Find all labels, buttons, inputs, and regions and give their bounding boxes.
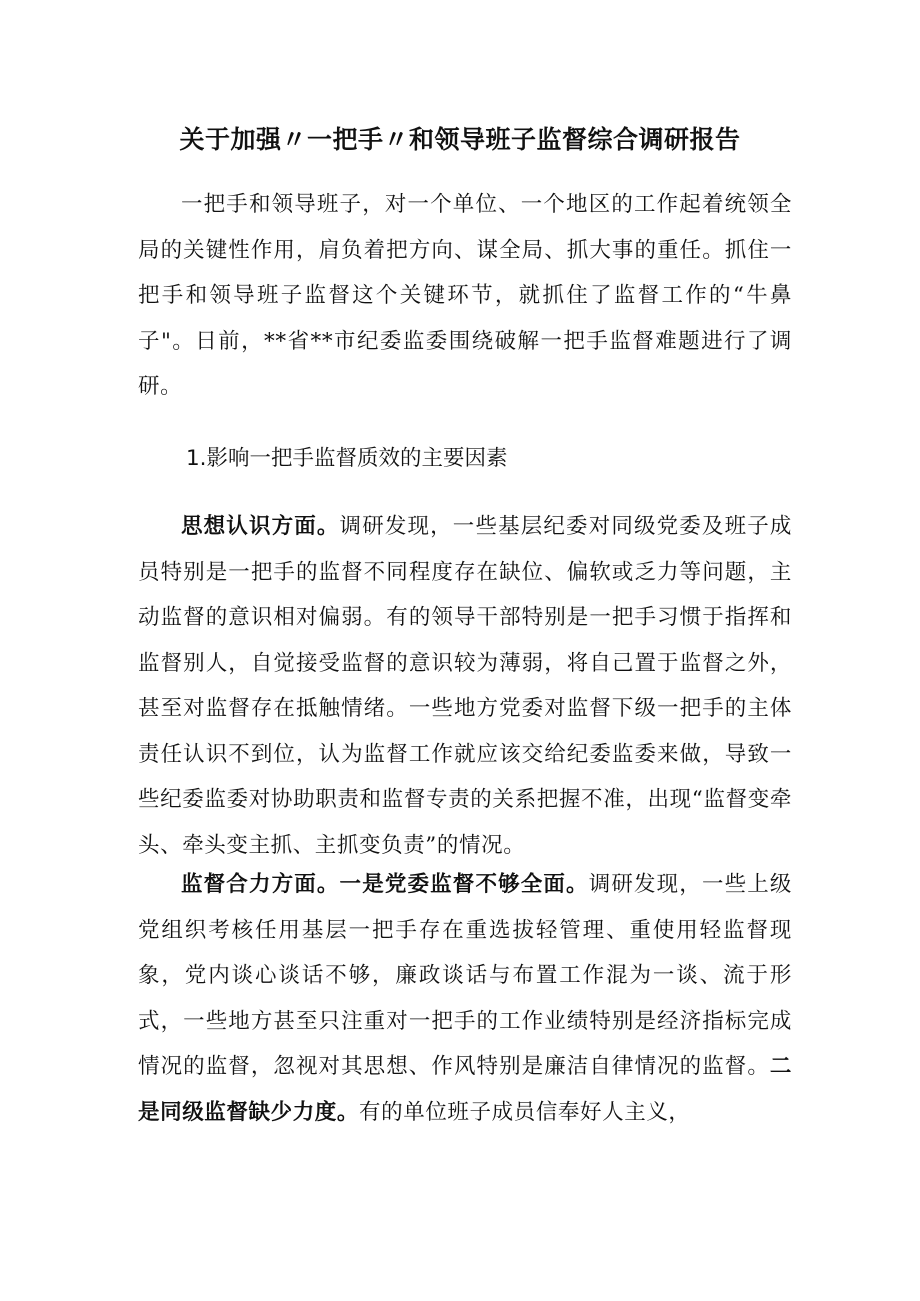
thinking-paragraph	[138, 504, 792, 868]
intro-block	[138, 182, 792, 410]
thinking-block	[138, 504, 792, 868]
synergy-lead-2: 二是同级监督缺少力度。	[138, 1054, 792, 1125]
synergy-text-2: 有的单位班子成员信奉好人主义，	[359, 1099, 691, 1125]
synergy-text-1: 调研发现，一些上级党组织考核任用基层一把手存在重选拔轻管理、重使用轻监督现象，党内谈心谈话不够，廉政谈话与布置工作混为一谈、流于形式，一些地方甚至只注重对一把手的工作业绩特别是经济指标完成情况的监督，忽视对其思想、作风特别是廉洁自律情况的监督。	[138, 872, 792, 1079]
section-heading: 1.影响一把手监督质效的主要因素	[186, 446, 508, 471]
synergy-paragraph	[138, 862, 792, 1135]
synergy-block	[138, 862, 792, 1135]
thinking-lead: 思想认识方面。	[181, 514, 340, 539]
document-title: 关于加强〃一把手〃和领导班子监督综合调研报告	[179, 125, 741, 154]
synergy-lead: 监督合力方面。一是党委监督不够全面。	[181, 872, 589, 897]
intro-paragraph: 一把手和领导班子，对一个单位、一个地区的工作起着统领全局的关键性作用，肩负着把方向、谋全局、抓大事的重任。抓住一把手和领导班子监督这个关键环节，就抓住了监督工作的“牛鼻子"。日前，**省**市纪委监委围绕破解一把手监督难题进行了调研。	[138, 192, 792, 399]
thinking-text: 调研发现，一些基层纪委对同级党委及班子成员特别是一把手的监督不同程度存在缺位、偏软或乏力等问题，主动监督的意识相对偏弱。有的领导干部特别是一把手习惯于指挥和监督别人，自觉接受监督的意识较为薄弱，将自己置于监督之外，甚至对监督存在抵触情绪。一些地方党委对监督下级一把手的主体责任认识不到位，认为监督工作就应该交给纪委监委来做，导致一些纪委监委对协助职责和监督专责的关系把握不准，出现“监督变牵头、牵头变主抓、主抓变负责”的情况。	[138, 514, 792, 858]
